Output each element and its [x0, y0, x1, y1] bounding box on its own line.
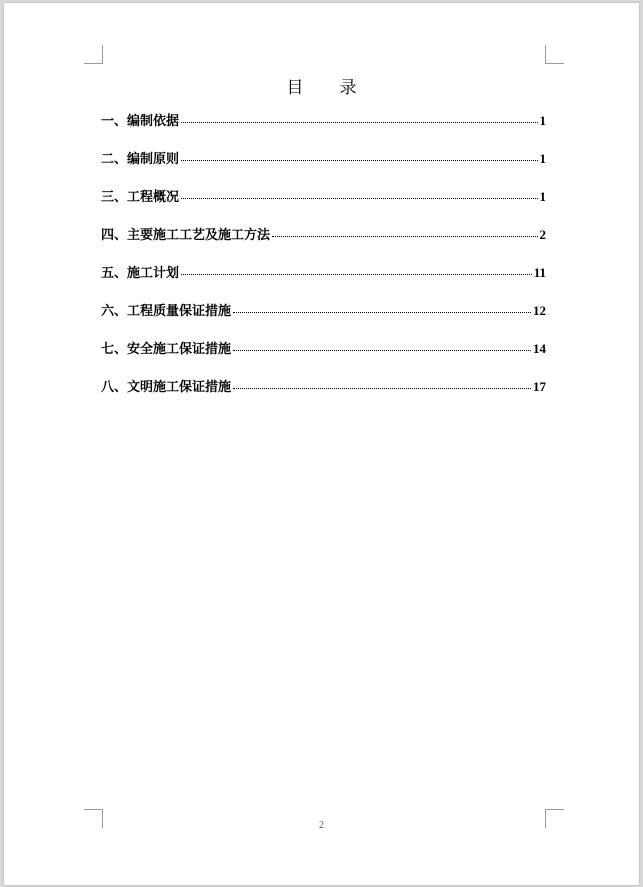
- toc-heading-char-1: 目: [286, 78, 304, 98]
- toc-entry-label: 八、文明施工保证措施: [101, 380, 232, 395]
- toc-dot-leader: [181, 274, 532, 275]
- toc-entry[interactable]: [101, 376, 546, 414]
- toc-entry[interactable]: [101, 110, 546, 148]
- toc-entry[interactable]: [101, 262, 546, 300]
- toc-entry-label: 三、工程概况: [101, 190, 180, 205]
- toc-entry[interactable]: [101, 148, 546, 186]
- toc-entry-page: 1: [539, 151, 546, 166]
- toc-entry-page: 2: [539, 227, 546, 242]
- toc-dot-leader: [181, 160, 537, 161]
- toc-entry-page: 11: [533, 265, 546, 280]
- toc-dot-leader: [272, 236, 537, 237]
- toc-entry-label: 一、编制依据: [101, 114, 180, 129]
- toc-entry-label: 七、安全施工保证措施: [101, 342, 232, 357]
- toc-entry-page: 1: [539, 113, 546, 128]
- toc-entry[interactable]: [101, 224, 546, 262]
- toc-entry-label: 五、施工计划: [101, 266, 180, 281]
- toc-entry-page: 17: [533, 379, 546, 394]
- margin-corner-top-right: [545, 45, 564, 64]
- toc-entry[interactable]: [101, 186, 546, 224]
- toc-entry-page: 14: [533, 341, 546, 356]
- toc-dot-leader: [233, 312, 531, 313]
- toc-entry-label: 二、编制原则: [101, 152, 180, 167]
- toc-dot-leader: [181, 198, 537, 199]
- margin-corner-top-left: [84, 45, 103, 64]
- toc-list: [101, 110, 546, 414]
- toc-entry-label: 六、工程质量保证措施: [101, 304, 232, 319]
- page-number: 2: [319, 820, 324, 831]
- toc-entry-page: 1: [539, 189, 546, 204]
- toc-dot-leader: [233, 350, 531, 351]
- toc-dot-leader: [181, 122, 537, 123]
- document-page: [4, 3, 639, 885]
- toc-entry[interactable]: [101, 338, 546, 376]
- toc-heading-char-2: 录: [339, 78, 357, 98]
- toc-entry-page: 12: [533, 303, 546, 318]
- toc-heading: [4, 73, 639, 98]
- toc-dot-leader: [233, 388, 531, 389]
- toc-entry[interactable]: [101, 300, 546, 338]
- toc-entry-label: 四、主要施工工艺及施工方法: [101, 228, 271, 243]
